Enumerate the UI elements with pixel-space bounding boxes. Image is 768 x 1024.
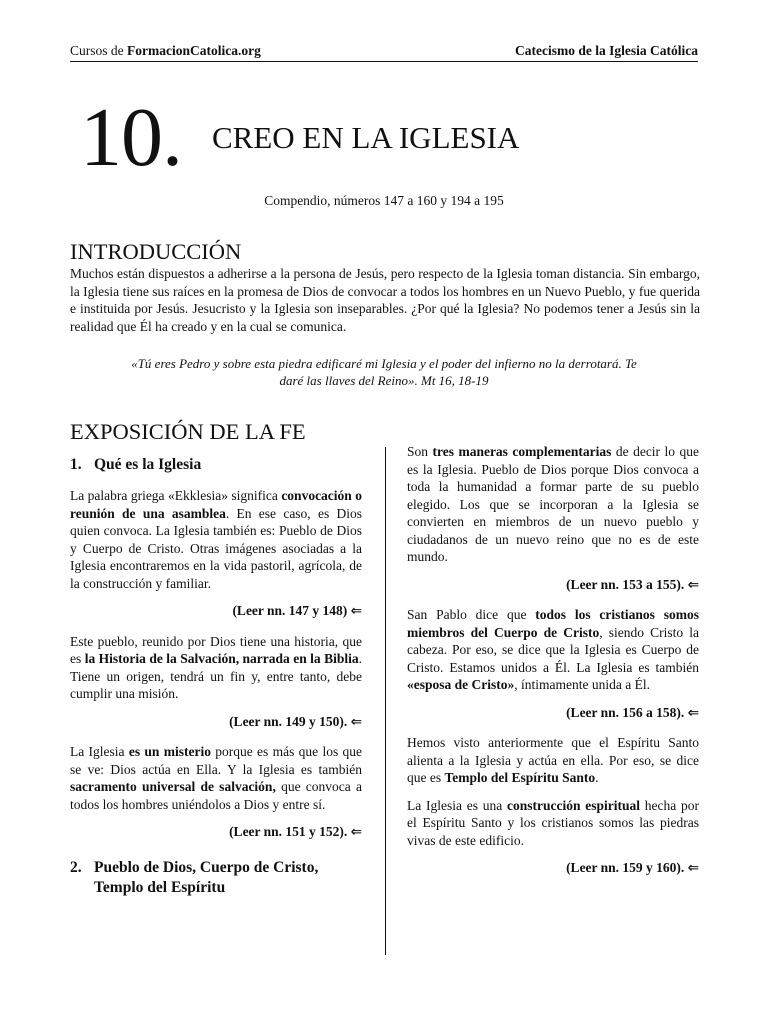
- text-run: Este pueblo, reunido por Dios tiene una historia, que es: [70, 633, 362, 666]
- section-2-heading: [70, 858, 362, 898]
- chapter-title: CREO EN LA IGLESIA: [212, 120, 520, 155]
- text-run: , siendo Cristo la cabeza. Por eso, se dice que la Iglesia es Cuerpo de Cristo. Estamos unidos a Él. La Iglesia es también: [407, 624, 699, 675]
- text-run: de decir lo que es la Iglesia. Pueblo de Dios porque Dios convoca a toda la humanidad a formar parte de su pueblo elegido. Los que se incorporan a la Iglesia se convierten en miembros de un nuevo pueblo y ciudadanos de un nuevo reino que no es de este mundo.: [407, 444, 699, 564]
- bold-run: tres maneras complementarias: [432, 444, 612, 459]
- text-run: que convoca a todos los hombres uniéndolos a Dios y entre sí.: [70, 779, 362, 812]
- read-reference-156: [407, 704, 699, 723]
- read-label: (Leer nn. 149 y 150).: [229, 713, 348, 729]
- read-reference-149: [70, 713, 362, 732]
- compendio-reference: Compendio, números 147 a 160 y 194 a 195: [264, 193, 504, 208]
- read-reference-153: [407, 576, 699, 595]
- section-1-title: Qué es la Iglesia: [94, 456, 202, 473]
- text-run: Son: [407, 444, 433, 459]
- bold-run: es un misterio: [128, 744, 211, 759]
- left-arrow-icon: ⇐: [687, 576, 699, 593]
- left-column: [70, 455, 362, 910]
- text-run: Hemos visto anteriormente que el Espíritu Santo alienta a la Iglesia y actúa en ella. Por eso, se dice que es: [407, 735, 699, 785]
- bible-quote: «Tú eres Pedro y sobre esta piedra edificaré mi Iglesia y el poder del infierno no la derrotará. Te daré las llaves del Reino». Mt 16, 18-19: [131, 356, 637, 388]
- text-run: . En ese caso, es Dios quien convoca. La Iglesia también es: Pueblo de Dios y Cuerpo de Cristo. Otras imágenes asociadas a la Iglesia encontraremos en la vida pastoril, agrícola, de la construcción y familiar.: [70, 505, 362, 591]
- chapter-number: 10.: [80, 91, 182, 184]
- read-label: (Leer nn. 156 a 158).: [566, 704, 685, 720]
- left-arrow-icon: ⇐: [350, 824, 362, 840]
- read-label: (Leer nn. 153 a 155).: [566, 576, 685, 592]
- text-run: La Iglesia: [70, 744, 129, 759]
- bold-run: la Historia de la Salvación, narrada en la Biblia: [84, 651, 359, 666]
- section-1-heading: [70, 455, 362, 475]
- read-label: (Leer nn. 147 y 148): [232, 603, 348, 618]
- bold-run: convocación o reunión de una asamblea: [70, 488, 362, 521]
- text-run: .: [595, 770, 599, 785]
- header-site-name: FormacionCatolica.org: [127, 43, 261, 58]
- left-arrow-icon: ⇐: [350, 713, 362, 730]
- bold-run: «esposa de Cristo»: [407, 677, 515, 692]
- text-run: , íntimamente unida a Él.: [514, 677, 650, 692]
- paragraph-temple: [407, 734, 699, 787]
- bold-run: sacramento universal de salvación,: [70, 779, 276, 794]
- bold-run: construcción espiritual: [507, 797, 641, 813]
- read-label: (Leer nn. 159 y 160).: [566, 860, 685, 875]
- intro-heading: INTRODUCCIÓN: [70, 239, 242, 264]
- section-2-title: Pueblo de Dios, Cuerpo de Cristo, Templo del Espíritu: [94, 858, 319, 896]
- text-run: La Iglesia es una: [407, 797, 507, 813]
- text-run: porque es más que los que se ve: Dios actúa en Ella. Y la Iglesia es también: [70, 744, 362, 777]
- paragraph-history: [70, 633, 362, 703]
- column-divider: [385, 447, 386, 955]
- exposition-heading: EXPOSICIÓN DE LA FE: [70, 419, 306, 444]
- left-arrow-icon: ⇐: [350, 603, 362, 619]
- text-run: San Pablo dice que: [407, 607, 536, 622]
- paragraph-spiritual-building: [407, 797, 699, 850]
- read-label: (Leer nn. 151 y 152).: [229, 824, 348, 839]
- read-reference-159: [407, 859, 699, 878]
- header-course-label: [70, 43, 261, 59]
- paragraph-ekklesia: [70, 487, 362, 592]
- text-run: hecha por el Espíritu Santo y los cristianos somos las piedras vivas de este edificio.: [407, 797, 700, 848]
- paragraph-three-ways: [407, 443, 699, 566]
- bold-run: todos los cristianos somos miembros del Cuerpo de Cristo: [407, 607, 699, 640]
- section-2-number: 2.: [70, 858, 82, 876]
- header-prefix: Cursos de: [70, 43, 127, 58]
- header-divider: [70, 61, 698, 62]
- header-document-title: Catecismo de la Iglesia Católica: [515, 43, 698, 58]
- section-1-number: 1.: [70, 456, 82, 473]
- read-reference-147: [70, 602, 362, 621]
- bold-run: Templo del Espíritu Santo: [444, 770, 596, 785]
- left-arrow-icon: ⇐: [687, 704, 699, 721]
- intro-paragraph: Muchos están dispuestos a adherirse a la persona de Jesús, pero respecto de la Iglesia toman distancia. Sin embargo, la Iglesia tiene sus raíces en la promesa de Dios de convocar a todos los hombres en un Nuevo Pueblo, y fue querida e instituida por Jesús. Jesucristo y la Iglesia son inseparables. ¿Por qué la Iglesia? No podemos tener a Jesús sin la realidad que Él ha creado y en la cual se comunica.: [70, 266, 700, 334]
- text-run: La palabra griega «Ekklesia» significa: [70, 488, 282, 503]
- right-column: [407, 443, 699, 890]
- paragraph-body-of-christ: [407, 606, 699, 694]
- left-arrow-icon: ⇐: [687, 860, 699, 876]
- text-run: . Tiene un origen, tendrá un fin y, entre tanto, debe cumplir una misión.: [70, 651, 362, 701]
- paragraph-mystery: [70, 743, 362, 813]
- read-reference-151: [70, 823, 362, 842]
